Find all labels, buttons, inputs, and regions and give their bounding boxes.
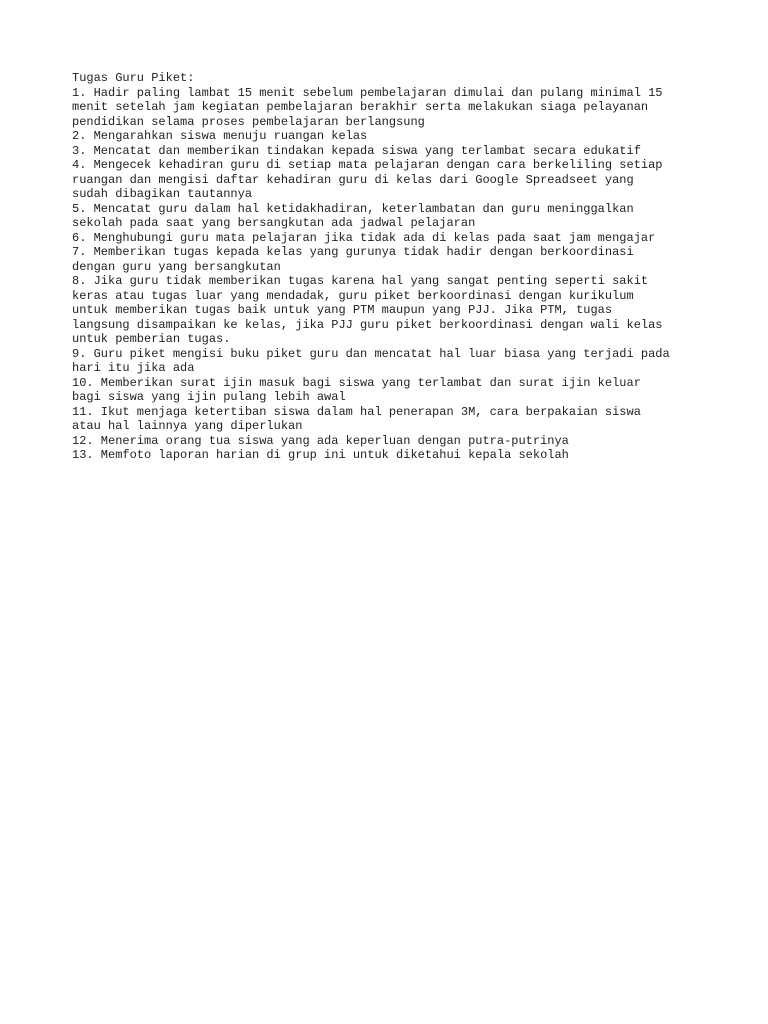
text-line: pendidikan selama proses pembelajaran berlangsung [72,114,425,129]
text-line: 13. Memfoto laporan harian di grup ini untuk diketahui kepala sekolah [72,448,569,462]
text-line: 4. Mengecek kehadiran guru di setiap mata pelajaran dengan cara berkeliling setiap [72,158,663,172]
text-line: 6. Menghubungi guru mata pelajaran jika tidak ada di kelas pada saat jam mengajar [72,230,656,245]
text-line: ruangan dan mengisi daftar kehadiran guru di kelas dari Google Spreadseet yang [72,172,634,187]
text-line: dengan guru yang bersangkutan [72,259,281,274]
text-line: 9. Guru piket mengisi buku piket guru dan mencatat hal luar biasa yang terjadi pada [72,346,670,361]
text-line: bagi siswa yang ijin pulang lebih awal [72,390,346,404]
text-line: hari itu jika ada [72,361,195,375]
text-line: 10. Memberikan surat ijin masuk bagi siswa yang terlambat dan surat ijin keluar [72,375,641,390]
text-line: 2. Mengarahkan siswa menuju ruangan kelas [72,129,368,143]
text-line: 12. Menerima orang tua siswa yang ada keperluan dengan putra-putrinya [72,433,569,448]
text-line: 11. Ikut menjaga ketertiban siswa dalam hal penerapan 3M, cara berpakaian siswa [72,404,641,419]
text-line: menit setelah jam kegiatan pembelajaran berakhir serta melakukan siaga pelayanan [72,100,649,114]
text-line: 8. Jika guru tidak memberikan tugas karena hal yang sangat penting seperti sakit [72,274,649,288]
text-line: langsung disampaikan ke kelas, jika PJJ guru piket berkoordinasi dengan wali kelas [72,317,663,332]
text-line: untuk pemberian tugas. [72,332,231,346]
text-line: 1. Hadir paling lambat 15 menit sebelum pembelajaran dimulai dan pulang minimal 15 [72,85,663,100]
text-line: keras atau tugas luar yang mendadak, guru piket berkoordinasi dengan kurikulum [72,288,634,303]
text-line: 5. Mencatat guru dalam hal ketidakhadiran, keterlambatan dan guru meninggalkan [72,201,634,216]
text-line: 3. Mencatat dan memberikan tindakan kepada siswa yang terlambat secara edukatif [72,143,641,158]
document-title: Tugas Guru Piket: [72,71,195,85]
text-line: untuk memberikan tugas baik untuk yang PTM maupun yang PJJ. Jika PTM, tugas [72,303,613,317]
text-line: atau hal lainnya yang diperlukan [72,419,303,433]
document-body [72,71,712,463]
text-line: 7. Memberikan tugas kepada kelas yang gurunya tidak hadir dengan berkoordinasi [72,245,634,259]
text-line: sekolah pada saat yang bersangkutan ada jadwal pelajaran [72,216,476,230]
text-line: sudah dibagikan tautannya [72,187,253,201]
